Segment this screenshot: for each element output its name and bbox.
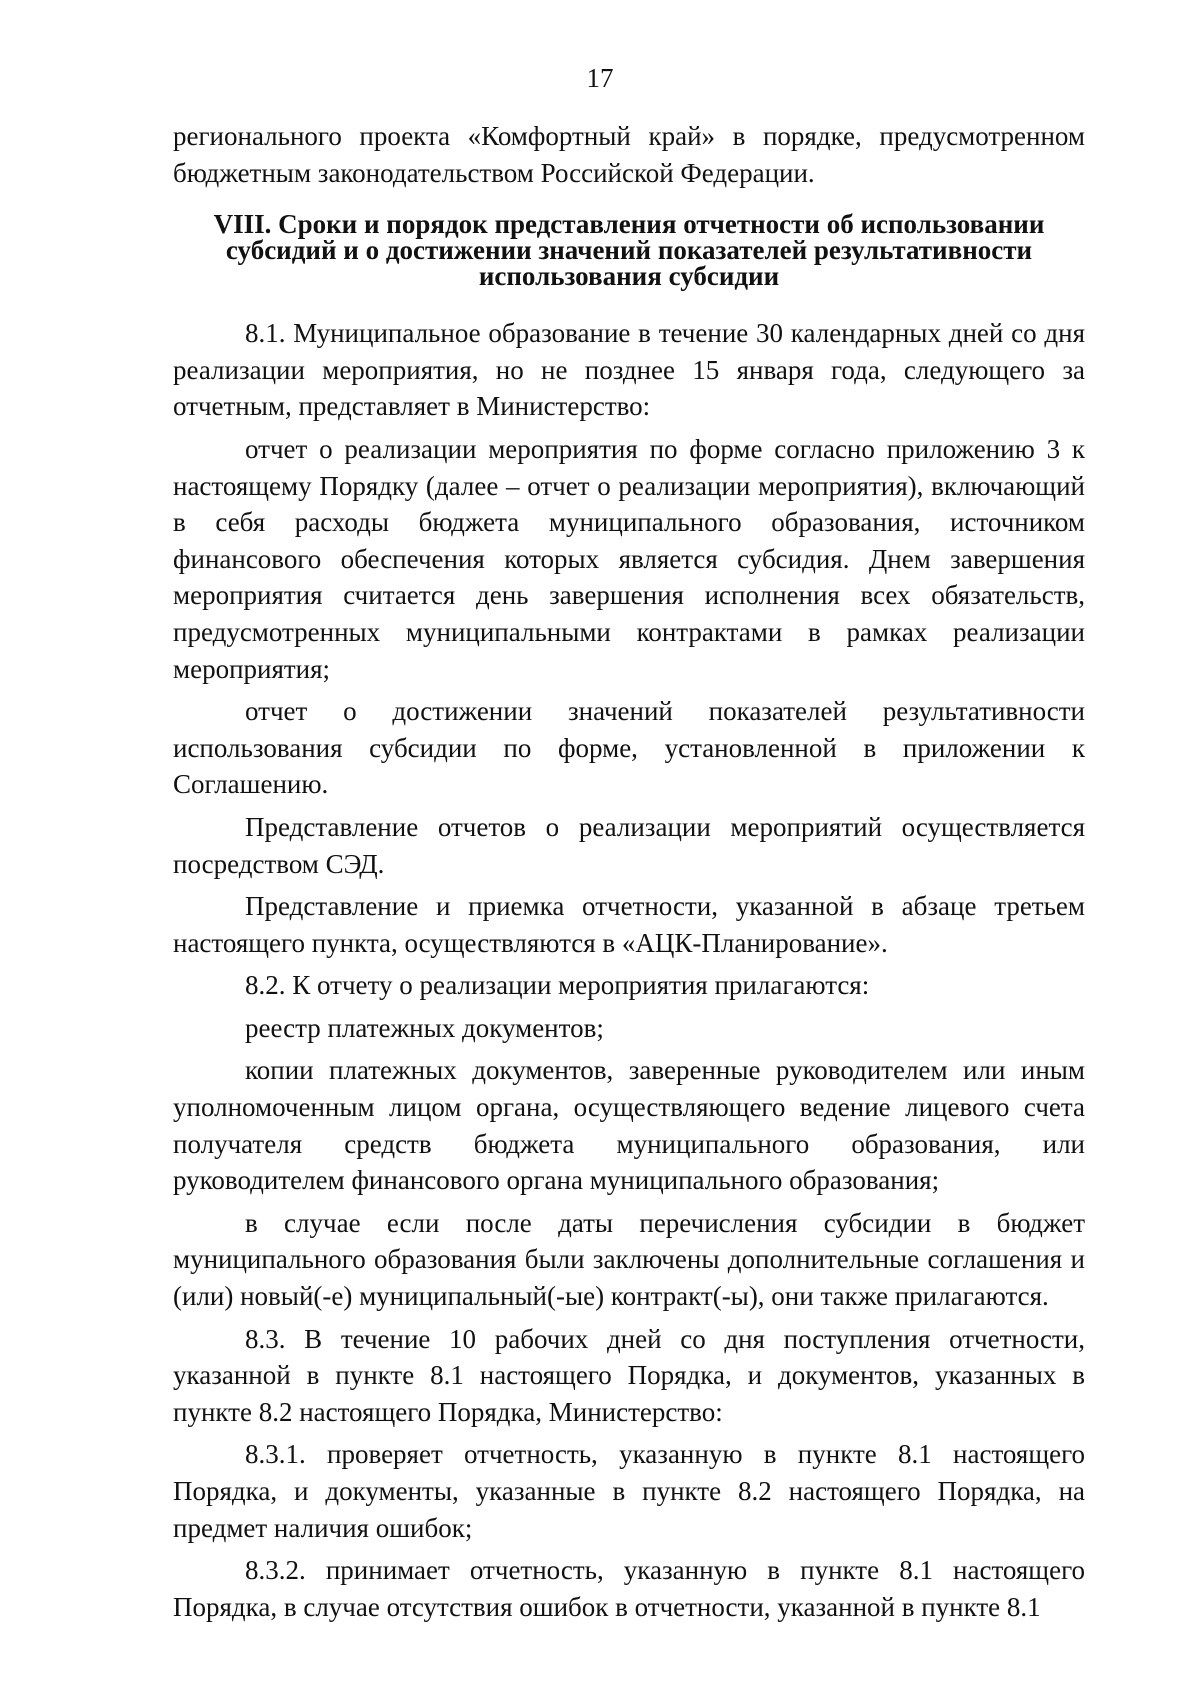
paragraph-8-3-1: 8.3.1. проверяет отчетность, указанную в пункте 8.1 настоящего Порядка, и документы, указанные в пункте 8.2 настоящего Порядка, на предмет наличия ошибок;: [173, 1439, 1085, 1543]
paragraph-8-3-2: 8.3.2. принимает отчетность, указанную в пункте 8.1 настоящего Порядка, в случае отсутствия ошибок в отчетности, указанной в пункте 8.1: [173, 1555, 1085, 1622]
paragraph-8-3: 8.3. В течение 10 рабочих дней со дня поступления отчетности, указанной в пункте 8.1 настоящего Порядка, и документов, указанных в пункте 8.2 настоящего Порядка, Министерство:: [173, 1323, 1085, 1427]
page-number: 17: [586, 63, 614, 93]
paragraph-report-indicators: отчет о достижении значений показателей результативности использования субсидии по форме, установленной в приложении к Соглашению.: [173, 696, 1085, 800]
section-heading-line: VIII. Сроки и порядок представления отчетности об использовании: [213, 209, 1045, 240]
paragraph-8-2: 8.2. К отчету о реализации мероприятия прилагаются:: [245, 970, 870, 1001]
section-heading-line: субсидий и о достижении значений показателей результативности: [225, 235, 1033, 266]
section-heading-line: использования субсидии: [478, 261, 780, 292]
paragraph-payment-registry: реестр платежных документов;: [245, 1012, 604, 1043]
paragraph-8-1: 8.1. Муниципальное образование в течение 30 календарных дней со дня реализации мероприятия, но не позднее 15 января года, следующего за отчетным, представляет в Министерство:: [173, 318, 1085, 422]
section-heading: [173, 209, 1085, 292]
paragraph-submission-sed: Представление отчетов о реализации мероприятий осуществляется посредством СЭД.: [173, 811, 1085, 879]
lead-paragraph: регионального проекта «Комфортный край» в порядке, предусмотренном бюджетным законодательством Российской Федерации.: [173, 121, 1085, 188]
paragraph-report-implementation: отчет о реализации мероприятия по форме согласно приложению 3 к настоящему Порядку (далее – отчет о реализации мероприятия), включающий в себя расходы бюджета муниципального образования, источником финансового обеспечения которых является субсидия. Днем завершения мероприятия считается день завершения исполнения всех обязательств, предусмотренных муниципальными контрактами в рамках реализации мероприятия;: [173, 433, 1085, 684]
paragraph-acceptance-ack: Представление и приемка отчетности, указанной в абзаце третьем настоящего пункта, осуществляются в «АЦК-Планирование».: [173, 891, 1085, 958]
paragraph-additional-agreements: в случае если после даты перечисления субсидии в бюджет муниципального образования были заключены дополнительные соглашения и (или) новый(-е) муниципальный(-ые) контракт(-ы), они также прилагаются.: [173, 1207, 1085, 1312]
document-body: [173, 118, 1085, 1625]
paragraph-payment-copies: копии платежных документов, заверенные руководителем или иным уполномоченным лицом органа, осуществляющего ведение лицевого счета получателя средств бюджета муниципального образования, или руководителем финансового органа муниципального образования;: [173, 1055, 1085, 1196]
